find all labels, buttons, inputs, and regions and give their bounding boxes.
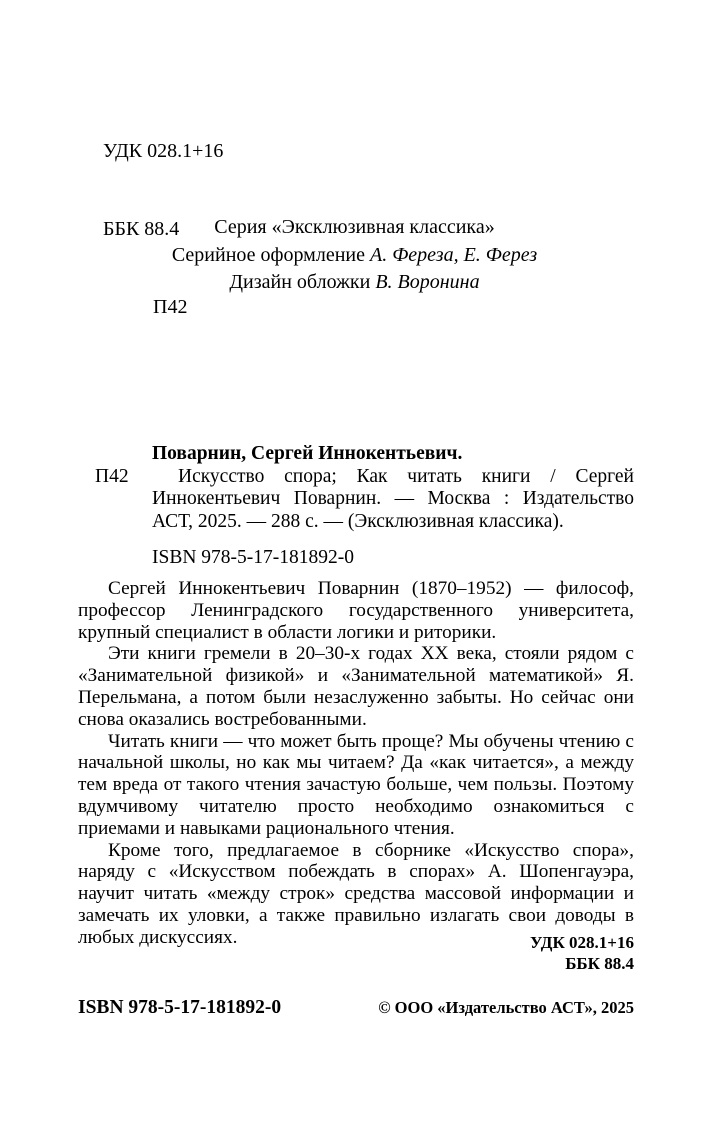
bbk-code: ББК 88.4 [103,218,180,240]
catalog-author: Поварнин, Сергей Иннокентьевич. [152,443,463,464]
cover-design-prefix: Дизайн обложки [229,271,376,293]
catalog-isbn: ISBN 978-5-17-181892-0 [152,547,355,568]
series-block [0,214,709,297]
catalog-description: Искусство спора; Как читать книги / Сергей Иннокентьевич Поварнин. — Москва : Издательство АСТ, 2025. — 288 с. — (Эксклюзивная классика). [152,465,634,532]
series-design-prefix: Серийное оформление [171,243,370,266]
annotation-paragraph: Эти книги гремели в 20–30-х годах XX века, стояли рядом с «Занимательной физикой» и «Занимательной математикой» Я. Перельмана, а потом были незаслуженно забыты. Но сейчас они снова оказались востребованными. [78,643,634,730]
series-design-names: А. Фереза, Е. Ферез [369,243,538,266]
udk-code: УДК 028.1+16 [103,140,224,162]
footer-line [78,997,634,1019]
author-sign-code: П42 [153,296,188,318]
catalog-author-sign: П42 [95,465,129,487]
footer-catalog-codes [530,933,634,974]
annotation-block [78,578,634,949]
series-design-line [0,242,709,270]
footer-copyright: © ООО «Издательство АСТ», 2025 [378,998,634,1017]
annotation-paragraph: Читать книги — что может быть проще? Мы обучены чтению с начальной школы, но как мы читаем? Да «как читается», а между тем вреда от такого чтения зачастую больше, чем пользы. Поэтому вдумчивому читателю просто необходимо ознакомиться с приемами и навыками рационального чтения. [78,730,634,839]
footer-isbn: ISBN 978-5-17-181892-0 [78,997,282,1018]
catalog-entry [95,465,634,534]
cover-design-name: В. Воронина [375,271,480,293]
annotation-paragraph: Сергей Иннокентьевич Поварнин (1870–1952) — философ, профессор Ленинградского государственного университета, крупный специалист в области логики и риторики. [78,578,634,643]
series-title: Серия «Эксклюзивная классика» [214,216,495,238]
footer-udk-code: УДК 028.1+16 [530,933,634,952]
annotation-paragraph: Кроме того, предлагаемое в сборнике «Искусство спора», наряду с «Искусством побеждать в спорах» А. Шопенгауэра, научит читать «между строк» средства массовой информации и замечать их уловки, а также правильно излагать свои доводы в любых дискуссиях. [78,839,634,948]
footer-bbk-code: ББК 88.4 [565,953,634,973]
catalog-card [95,443,634,570]
cover-design-line [0,269,709,297]
